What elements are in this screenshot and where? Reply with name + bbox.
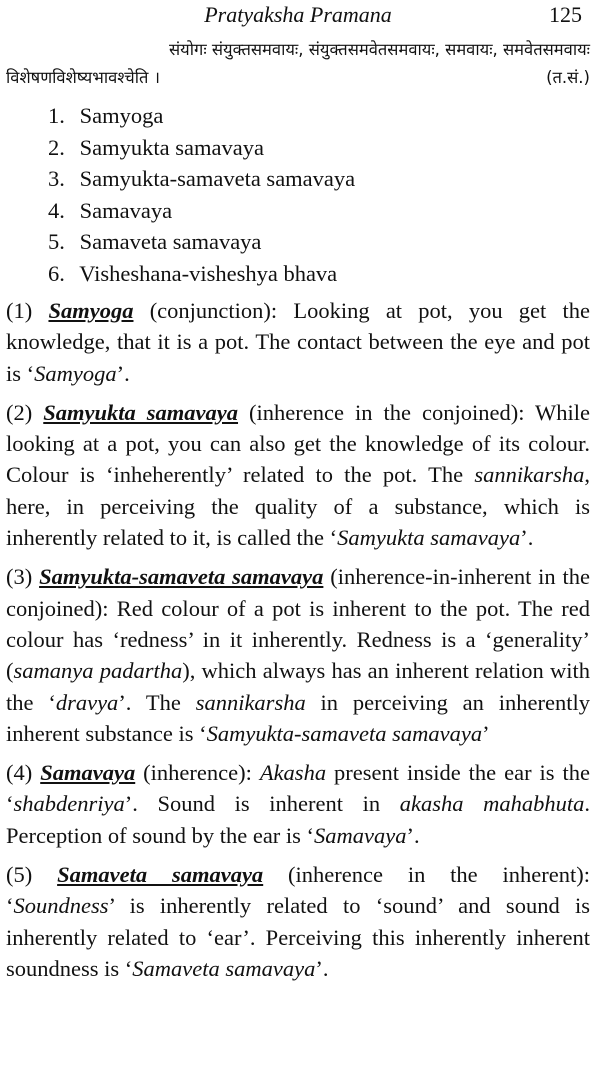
paragraph-text: ’ is inherently related to ‘sound’ and sound is inherently related to ‘ear’. Perceiving this inherently inherent soundness is ‘ — [6, 893, 590, 981]
italic-term: Samavaya — [314, 822, 407, 848]
italic-term: sannikarsha — [195, 689, 306, 715]
paragraph-text: ), which always has an inherent relation with the ‘ — [6, 658, 590, 715]
sanskrit-verse — [6, 36, 590, 92]
paragraph-text: (inherence-in-inherent in the conjoined): Red colour of a pot is inherent to the pot. The red colour has ‘redness’ in it inherently. Redness is a ‘generality’ ( — [6, 564, 590, 684]
paragraph-text: in perceiving an inherently inherent substance is ‘ — [6, 689, 590, 746]
list-item-label: Samaveta samavaya — [79, 229, 262, 254]
paragraph-samyoga — [6, 295, 590, 389]
list-item — [48, 226, 590, 258]
running-title: Pratyaksha Pramana — [204, 2, 392, 27]
italic-term: samanya padartha — [13, 658, 183, 684]
paragraph-text: (inherence in the inherent): ‘ — [6, 862, 590, 919]
list-item-number: 3. — [48, 166, 65, 191]
list-item-number: 6. — [48, 260, 65, 286]
italic-term: Soundness — [13, 893, 109, 919]
sanskrit-line-1: संयोगः संयुक्तसमवायः, संयुक्तसमवेतसमवायः, समवायः, समवेतसमवायः — [169, 40, 590, 59]
paragraph-samyukta-samavaya — [6, 397, 590, 553]
italic-term: shabdenriya — [13, 791, 125, 817]
list-item-label: Visheshana-visheshya bhava — [79, 260, 338, 286]
term-heading: Samyukta-samaveta samavaya — [39, 564, 324, 590]
sanskrit-line-2-text: विशेषणविशेष्यभावश्चेति । — [6, 68, 160, 87]
relation-list — [6, 100, 590, 289]
sanskrit-line-2 — [6, 64, 590, 92]
list-item-label: Samyukta samavaya — [79, 134, 264, 160]
paragraph-text: ’. — [406, 822, 420, 848]
list-item — [48, 163, 590, 195]
list-item-number: 4. — [48, 197, 65, 223]
term-heading: Samavaya — [40, 760, 136, 786]
list-item-label: Samyukta-samaveta samavaya — [79, 166, 356, 191]
list-item — [48, 195, 590, 227]
paragraph-text: (inherence in the conjoined): While looking at a pot, you can also get the knowledge of its colour. Colour is ‘inheherently’ related to the pot. The — [6, 399, 591, 488]
italic-term: sannikarsha — [474, 462, 585, 488]
paragraph-number: (1) — [6, 298, 33, 323]
term-heading: Samaveta samavaya — [57, 862, 264, 888]
page-number: 125 — [549, 2, 582, 27]
paragraph-number: (2) — [6, 399, 33, 425]
paragraph-text: ’. The — [118, 689, 196, 715]
paragraph-number: (4) — [6, 760, 33, 786]
list-item — [48, 100, 590, 132]
list-item-number: 5. — [48, 229, 65, 254]
paragraph-number: (5) — [6, 862, 33, 888]
paragraph-text: ’. — [116, 360, 130, 386]
paragraph-text: ’. — [520, 525, 534, 551]
list-item-number: 1. — [48, 103, 65, 128]
list-item-label: Samyoga — [79, 103, 164, 128]
list-item — [48, 258, 590, 290]
paragraph-text: (inherence): — [135, 760, 260, 786]
italic-term: Samyukta samavaya — [337, 525, 521, 551]
term-heading: Samyoga — [48, 298, 134, 323]
italic-term: Samyoga — [34, 360, 117, 386]
paragraph-text: ’. — [315, 955, 329, 981]
italic-term: Samyukta-samaveta samavaya — [206, 720, 483, 746]
paragraph-samaveta-samavaya — [6, 859, 590, 984]
italic-term: akasha mahabhuta — [399, 791, 585, 817]
paragraph-number: (3) — [6, 564, 33, 590]
italic-term: dravya — [55, 689, 119, 715]
paragraph-text: , here, in perceiving the quality of a substance, which is inherently related to it, is called the ‘ — [6, 462, 590, 551]
paragraph-samyukta-samaveta-samavaya — [6, 561, 590, 749]
italic-term: Samaveta samavaya — [132, 955, 316, 981]
list-item-label: Samavaya — [79, 197, 173, 223]
list-item-number: 2. — [48, 134, 65, 160]
paragraph-samavaya — [6, 757, 590, 851]
paragraph-text: ’. Sound is inherent in — [124, 791, 400, 817]
term-heading: Samyukta samavaya — [43, 399, 239, 425]
list-item — [48, 132, 590, 164]
sanskrit-source: (त.सं.) — [546, 68, 590, 87]
italic-term: Akasha — [259, 760, 327, 786]
paragraph-text: . Perception of sound by the ear is ‘ — [6, 791, 590, 848]
paragraph-text: (conjunction): Looking at pot, you get the knowledge, that it is a pot. The contact between the eye and pot is ‘ — [6, 298, 590, 386]
page-header — [6, 2, 590, 30]
paragraph-text: ’ — [482, 720, 490, 746]
paragraph-text: present inside the ear is the ‘ — [6, 760, 591, 817]
